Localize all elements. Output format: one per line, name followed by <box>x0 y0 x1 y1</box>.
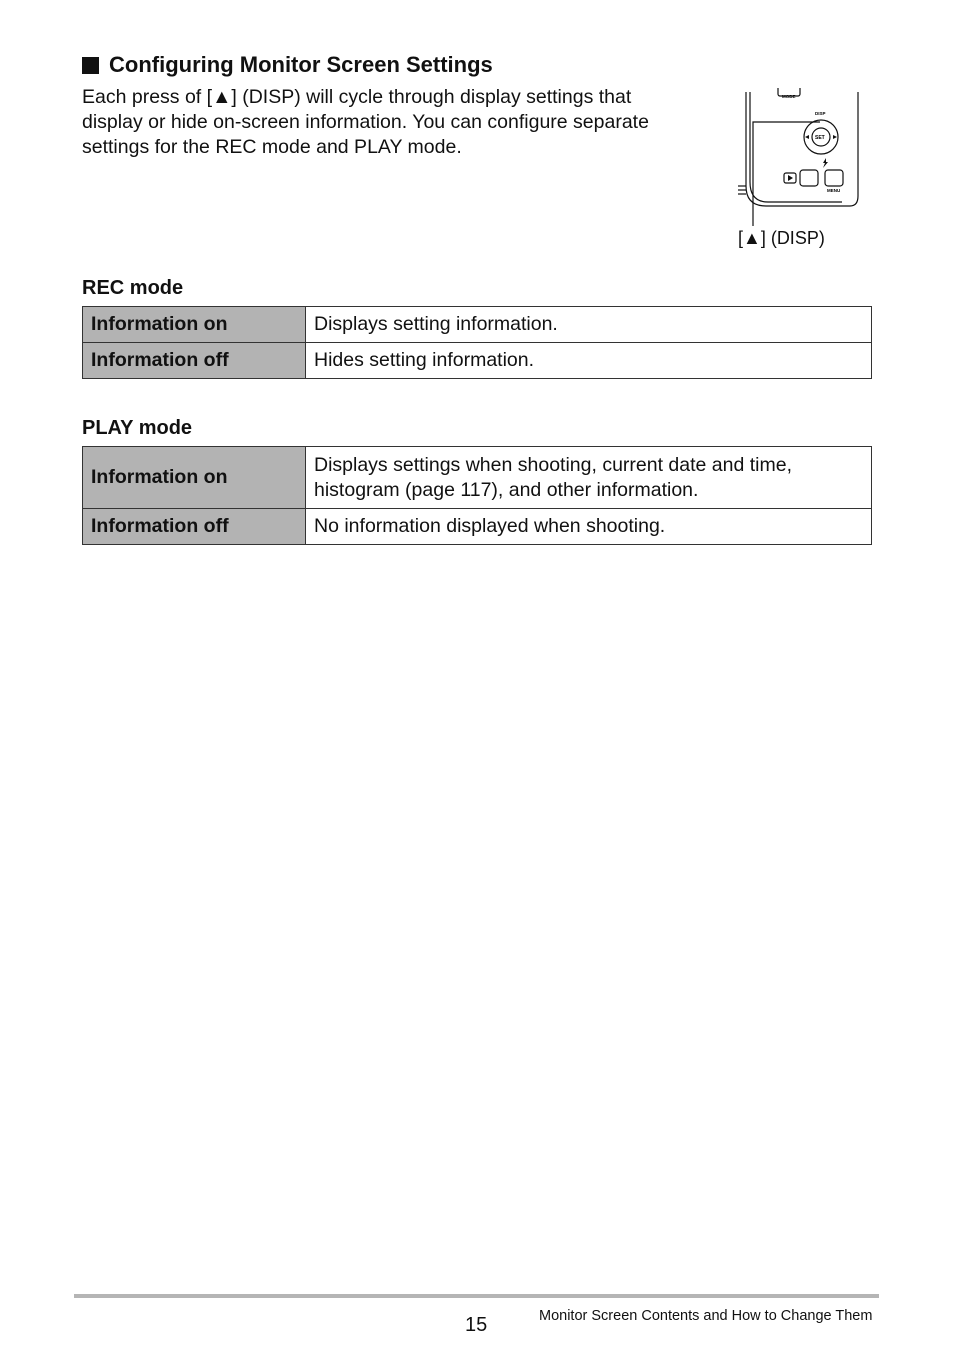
callout-line <box>753 122 820 226</box>
intro-line: display or hide on-screen information. You can configure separate <box>82 111 649 133</box>
play-triangle-icon <box>788 175 793 181</box>
intro-line: Each press of [▲] (DISP) will cycle through display settings that <box>82 86 632 108</box>
play-mode-table <box>82 446 872 545</box>
camera-body-outline <box>746 92 858 206</box>
menu-label: MENU <box>827 188 841 193</box>
row-value <box>306 447 872 509</box>
table-row <box>83 447 872 509</box>
row-value-line: histogram (page 117), and other information. <box>314 478 699 501</box>
footer-chapter-title: Monitor Screen Contents and How to Change Them <box>539 1308 873 1324</box>
rec-mode-table <box>82 306 872 379</box>
row-value: Displays setting information. <box>306 307 872 343</box>
intro-paragraph <box>82 85 722 160</box>
row-value-line: Displays settings when shooting, current date and time, <box>314 453 793 476</box>
row-key: Information on <box>83 307 306 343</box>
row-key: Information on <box>83 447 306 509</box>
row-key: Information off <box>83 343 306 379</box>
table-row <box>83 307 872 343</box>
section-title: Configuring Monitor Screen Settings <box>109 52 493 77</box>
intro-line: settings for the REC mode and PLAY mode. <box>82 136 462 158</box>
small-button <box>800 170 818 186</box>
rec-mode-title: REC mode <box>82 277 184 299</box>
right-arrow-icon <box>833 135 837 139</box>
mode-label: MODE <box>782 94 796 99</box>
play-mode-title: PLAY mode <box>82 417 193 439</box>
disp-label: DISP <box>815 111 826 116</box>
diagram-caption: [▲] (DISP) <box>738 228 825 248</box>
row-value: No information displayed when shooting. <box>306 509 872 545</box>
left-arrow-icon <box>805 135 809 139</box>
menu-button <box>825 170 843 186</box>
page-number: 15 <box>465 1314 488 1336</box>
set-label: SET <box>815 135 825 141</box>
flash-icon <box>823 158 828 168</box>
camera-back-diagram <box>732 88 866 226</box>
row-key: Information off <box>83 509 306 545</box>
row-value: Hides setting information. <box>306 343 872 379</box>
table-row <box>83 343 872 379</box>
table-row <box>83 509 872 545</box>
footer-divider <box>74 1294 879 1298</box>
section-heading <box>82 52 493 78</box>
black-square-icon <box>82 57 99 74</box>
